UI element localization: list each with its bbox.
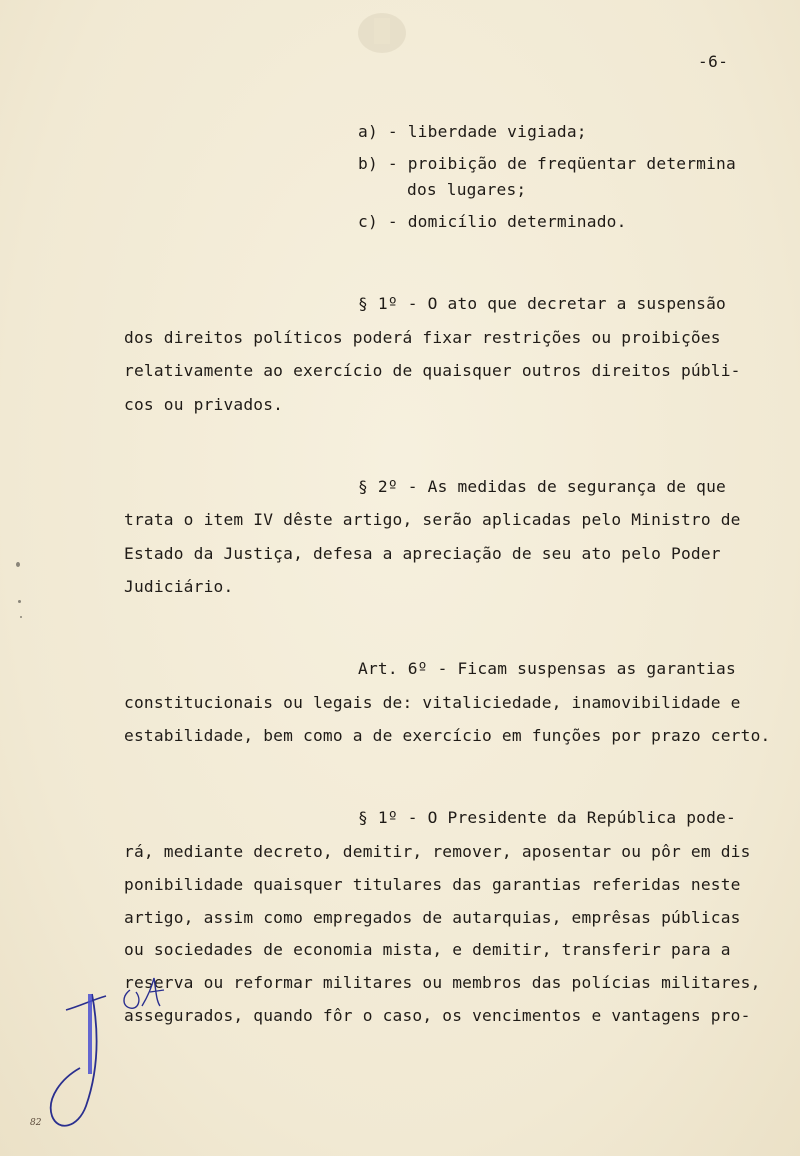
article-6-paragraph-1-line-4: artigo, assim como empregados de autarquias, emprêsas públicas <box>124 908 741 927</box>
article-6-line-2: constitucionais ou legais de: vitaliciedade, inamovibilidade e <box>124 693 741 712</box>
item-b <box>358 154 736 174</box>
margin-speck <box>18 600 21 603</box>
item-b-continuation: dos lugares; <box>407 180 527 199</box>
article-6-heading: Art. 6º - Ficam suspensas as garantias <box>358 659 736 678</box>
margin-speck <box>20 616 22 618</box>
article-6-paragraph-1-line-7: assegurados, quando fôr o caso, os vencimentos e vantagens pro- <box>124 1006 751 1025</box>
article-6-paragraph-1-line-2: rá, mediante decreto, demitir, remover, aposentar ou pôr em dis <box>124 842 751 861</box>
item-a: a) - liberdade vigiada; <box>358 122 587 141</box>
article-6-paragraph-1-line-5: ou sociedades de economia mista, e demitir, transferir para a <box>124 940 731 959</box>
page-number: -6- <box>698 52 729 71</box>
article-6-paragraph-1-line-6: reserva ou reformar militares ou membros das polícias militares, <box>124 973 761 992</box>
article-6-paragraph-1-line-3: ponibilidade quaisquer titulares das garantias referidas neste <box>124 875 741 894</box>
margin-speck <box>16 562 20 567</box>
article-6-line-3: estabilidade, bem como a de exercício em funções por prazo certo. <box>124 726 771 745</box>
paragraph-1-line-4: cos ou privados. <box>124 395 284 414</box>
paragraph-1-line-2: dos direitos políticos poderá fixar restrições ou proibições <box>124 328 721 347</box>
paragraph-1-line-3: relativamente ao exercício de quaisquer outros direitos públi- <box>124 361 741 380</box>
paragraph-2-line-2: trata o item IV dêste artigo, serão aplicadas pelo Ministro de <box>124 510 741 529</box>
paragraph-2-line-4: Judiciário. <box>124 577 234 596</box>
item-c: c) - domicílio determinado. <box>358 212 627 231</box>
margin-mark: 82 <box>30 1118 42 1128</box>
coat-of-arms-watermark <box>352 8 412 58</box>
paragraph-2-heading: § 2º - As medidas de segurança de que <box>358 477 726 496</box>
item-b-text: b) - proibição de freqüentar determina <box>358 154 736 173</box>
paragraph-1-heading: § 1º - O ato que decretar a suspensão <box>358 294 726 313</box>
paragraph-2-line-3: Estado da Justiça, defesa a apreciação de seu ato pelo Poder <box>124 544 721 563</box>
article-6-paragraph-1-heading: § 1º - O Presidente da República pode- <box>358 808 736 827</box>
handwritten-signature <box>40 966 200 1136</box>
